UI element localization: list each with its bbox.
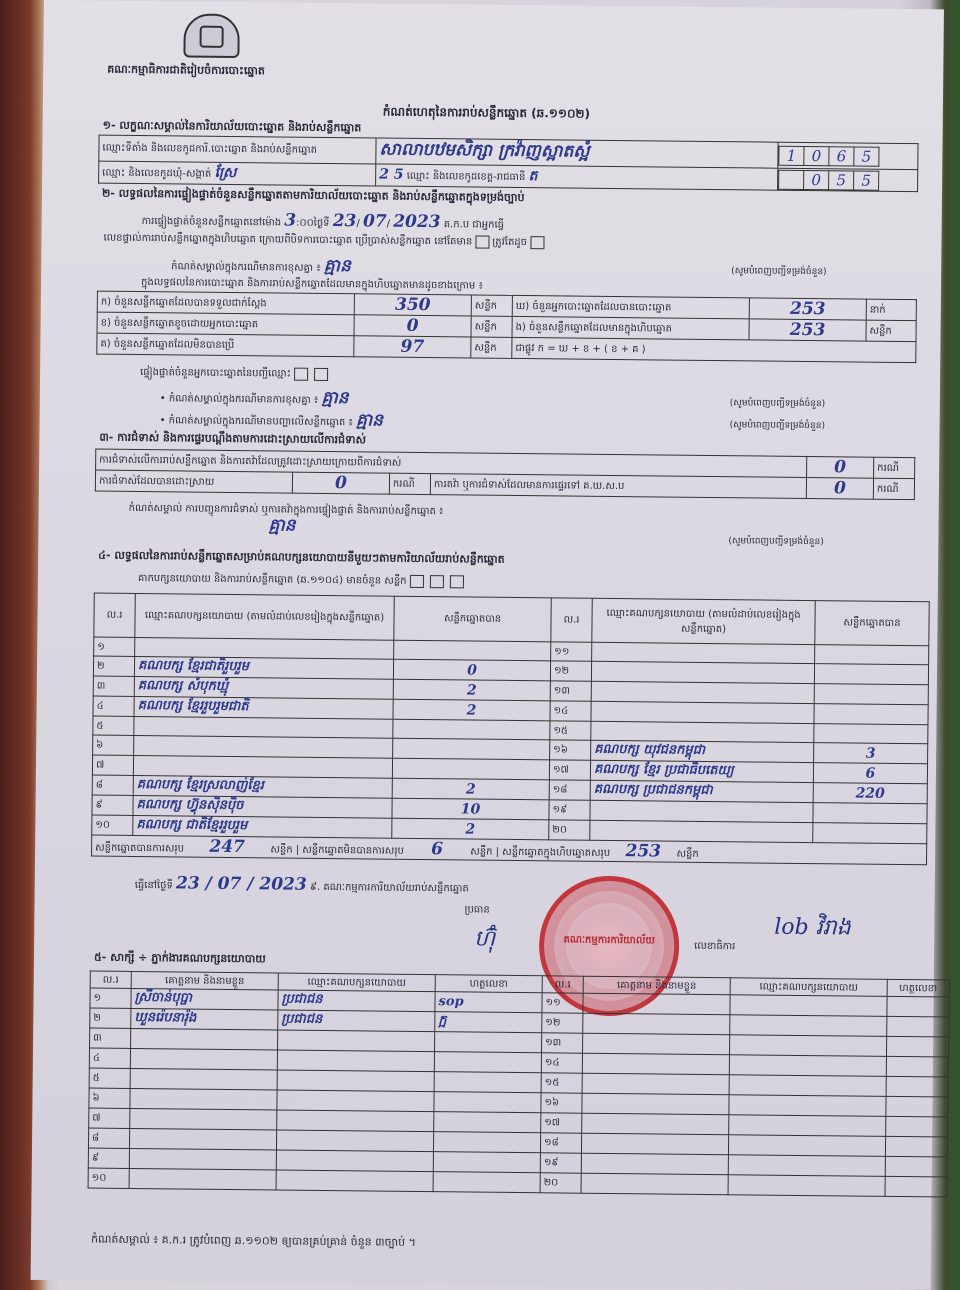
totals-row: សន្លឹកឆ្នោតបានការសរុប 247 សន្លឹក | សន្លឹកឆ្នោតមិនបានការសរុប 6 សន្លឹក | សន្លឹកឆ្នោតក្នុងហិបឆ្នោតសរុប 253 សន្លឹក xyxy=(92,835,927,865)
witness-table xyxy=(88,971,950,1198)
commune-value: ស្រែ xyxy=(214,164,237,182)
row-number: ១៥ xyxy=(550,721,591,740)
row-number: ១៣ xyxy=(550,681,591,701)
row-number: ៩ xyxy=(91,1152,100,1164)
code-digit: 0 xyxy=(804,170,829,189)
col-no-header: ល.រ xyxy=(90,971,131,988)
code-digit: 0 xyxy=(804,146,829,165)
formula-text: ជាផ្លូវ ក = ឃ + ខ + ( ខ + គ ) xyxy=(512,337,916,362)
objections-table xyxy=(95,449,915,501)
row-number: ១០ xyxy=(91,1172,107,1184)
col-name-header: គោត្តនាម និងនាមខ្លួន xyxy=(131,971,278,990)
row-number: ៦ xyxy=(92,1092,100,1104)
unit-label: សន្លឹក xyxy=(471,337,512,358)
row-number: ១០ xyxy=(92,815,133,835)
col-party-header: ឈ្មោះគណបក្សនយោបាយ (តាមលំដាប់លេខរៀងក្នុងសន្លឹកឆ្នោត) xyxy=(135,593,394,640)
unit-label: ករណី xyxy=(873,478,914,499)
row-number: ១១ xyxy=(545,997,561,1009)
row-number: ១៨ xyxy=(549,780,590,800)
party-name: គណបក្ស យុវជនកម្ពុជា xyxy=(594,741,706,758)
code-digit: 5 xyxy=(854,170,879,189)
commune-label: ឈ្មោះ និងលេខកូដឃុំ-សង្កាត់ ស្រែ xyxy=(99,161,376,186)
col-party-header: ឈ្មោះគណបក្សនយោបាយ (តាមលំដាប់លេខរៀងក្នុងសន្លឹកឆ្នោត) xyxy=(592,598,815,644)
objection-transfer-value: 0 xyxy=(833,478,846,499)
row-number: ៤ xyxy=(92,1052,101,1064)
party-votes: 3 xyxy=(865,745,876,762)
row-number: ១៧ xyxy=(544,1117,561,1129)
section1-heading: ១- លក្ខណៈសម្គាល់នៃការិយាល័យបោះឆ្នោត និងរាប់សន្លឹកឆ្នោត xyxy=(102,118,362,135)
objection-row1-label: ការជំទាស់លើការរាប់សន្លឹកឆ្នោត និងការតវ៉ាដែលត្រូវដោះស្រាយក្រោយពីការជំទាស់ xyxy=(96,449,807,477)
party-votes: 2 xyxy=(465,820,476,838)
section3-heading: ៣- ការជំទាស់ និងការផ្ទេរបណ្តឹងតាមការដោះស្រាយលើការជំទាស់ xyxy=(99,430,367,447)
col-party-header: ឈ្មោះគណបក្សនយោបាយ xyxy=(278,973,435,992)
footer-note: កំណត់សម្គាល់ ៖ គ.ក.រ ត្រូវបំពេញ ឆ.១១០២ ឲ្យបានគ្រប់គ្រាន់ ចំនួន ៣ច្បាប់ ។ xyxy=(90,1232,416,1249)
secretary-label: លេខាធិការ xyxy=(694,940,736,953)
verify-year: 2023 xyxy=(393,211,441,233)
chair-label: ប្រធាន xyxy=(464,904,490,916)
party-name: គណបក្ស ខ្មែរ ប្រជាធិបតេយ្យ xyxy=(593,761,734,779)
row-number: ៣ xyxy=(93,676,134,696)
section5-heading: ៥- សាក្សី ÷ ភ្នាក់ងារគណបក្សនយោបាយ xyxy=(93,950,266,966)
col-no-header: ល.រ xyxy=(94,593,135,637)
verify-time-line: ការផ្ទៀងផ្ទាត់ចំនួនសន្លឹកឆ្នោតនៅម៉ោង 3:០០ថ្ងៃទី 23/ 07/ 2023 គ.ក.ប ជាអ្នកធ្វើ xyxy=(141,210,505,233)
unit-label: ករណី xyxy=(389,473,430,494)
code-digit: 5 xyxy=(854,146,879,165)
match-checkbox[interactable] xyxy=(475,235,489,248)
location-label: ឈ្មោះទីតាំង និងលេខកូដការិ.បោះឆ្នោត និងរាប់សន្លឹកឆ្នោត xyxy=(99,135,376,164)
objection-row2-label: ការជំទាស់ដែលបានដោះស្រាយ xyxy=(95,470,292,493)
bullet1-line: • កំណត់សម្គាល់ក្នុងករណីមានការខុសគ្នា ៖ គ្មាន xyxy=(159,387,349,409)
province-label: ឈ្មោះ និងលេខកូដខេត្ត-រាជធានី xyxy=(406,170,526,184)
party-votes: 6 xyxy=(865,765,876,782)
row-number: ៥ xyxy=(93,716,134,735)
section2-heading: ២- លទ្ធផលនៃការផ្ទៀងផ្ទាត់ចំនួនសន្លឹកឆ្នោតតាមការិយាល័យបោះឆ្នោត និងរាប់សន្លឹកឆ្នោតក្នុងទម្រង់ច្បាប់ xyxy=(101,186,525,205)
unused-label: គ) ចំនួនសន្លឹកឆ្នោតដែលមិនបានប្រើ xyxy=(97,333,354,357)
row-number: ១៨ xyxy=(544,1137,559,1149)
objection-note-value: គ្មាន xyxy=(268,515,296,536)
party-votes: 2 xyxy=(466,701,477,719)
province-value: ត xyxy=(528,168,538,185)
chair-signature: ហ៊ុំ xyxy=(474,926,496,952)
row-number: ៧ xyxy=(92,755,133,775)
row-number: ១៩ xyxy=(543,1157,559,1169)
results-intro: ក្នុងលទ្ធផលនៃការបោះឆ្នោត និងការរាប់សន្លឹកឆ្នោតដែលមានក្នុងហិបឆ្នោតមានដូចខាងក្រោម ៖ xyxy=(140,277,483,292)
party-votes: 2 xyxy=(465,780,476,798)
col-sign-header: ហត្ថលេខា xyxy=(435,975,542,993)
party-votes: 220 xyxy=(855,785,885,802)
witness-body xyxy=(88,988,949,1197)
mismatch-checkbox[interactable] xyxy=(530,236,544,249)
sheets-checkbox-1[interactable] xyxy=(409,574,423,587)
ballot-count-form xyxy=(31,0,944,1289)
row-number: ២ xyxy=(93,656,134,676)
voters-value: 253 xyxy=(789,298,826,320)
party-results-body xyxy=(92,637,929,844)
row-number: ១៧ xyxy=(549,760,590,780)
commune-code: 2 5 xyxy=(379,166,404,183)
fill-note: (សូមបំពេញបញ្ជីទម្រង់ចំនួន) xyxy=(729,398,826,410)
verify-day: 23 xyxy=(332,211,357,232)
col-no-header: ល.រ xyxy=(542,976,583,993)
row-number: ៨ xyxy=(92,775,133,795)
row-number: ២០ xyxy=(549,820,590,840)
section1-table xyxy=(98,135,918,193)
unused-value: 97 xyxy=(400,336,425,357)
party-name: គណបក្ស ខ្មែរជាតិរួបរួម xyxy=(137,658,250,675)
row-number: ១ xyxy=(93,992,102,1004)
col-sign-header: ហត្ថលេខា xyxy=(887,979,949,997)
verify-line2: លេខផ្ទាល់ការរាប់សន្លឹកឆ្នោតក្នុងហិបឆ្នោត ក្រោយពីបិទការបោះឆ្នោត ប្រើប្រាស់សន្លឹកឆ្នោត នៅតែមាន ត្រូវតែដូច xyxy=(103,231,547,251)
row-number: ១៩ xyxy=(549,800,590,820)
official-stamp-icon: គណៈកម្មការការិយាល័យ xyxy=(538,875,679,1016)
fill-note: (សូមបំពេញបញ្ជីទម្រង់ចំនួន) xyxy=(729,420,826,432)
list-checkbox-2[interactable] xyxy=(314,367,328,380)
col-votes-header: សន្លឹកឆ្នោតបាន xyxy=(815,601,929,646)
section4-heading: ៤- លទ្ធផលនៃការរាប់សន្លឹកឆ្នោតសម្រាប់គណបក្សនយោបាយនីមួយៗតាមការិយាល័យរាប់សន្លឹកឆ្នោត xyxy=(98,548,505,566)
fill-note: (សូមបំពេញបញ្ជីទម្រង់ចំនួន) xyxy=(728,536,824,548)
unit-label: សន្លឹក xyxy=(471,316,512,337)
voters-label: ឃ) ចំនួនអ្នកបោះឆ្នោតដែលបានបោះឆ្នោត xyxy=(512,295,749,318)
received-label: ក) ចំនួនសន្លឹកឆ្នោតដែលបានទទួលជាក់ស្តែង xyxy=(97,291,354,315)
list-checkbox-1[interactable] xyxy=(294,367,308,380)
sheets-checkbox-2[interactable] xyxy=(429,575,443,588)
row-number: ២ xyxy=(93,1012,101,1024)
code-digit: 6 xyxy=(829,146,854,165)
row-number: ៧ xyxy=(92,1112,101,1124)
row-number: ១៦ xyxy=(544,1097,560,1109)
row-number: ៤ xyxy=(93,696,134,716)
unit-label: សន្លឹក xyxy=(866,320,916,342)
unit-label: ករណី xyxy=(874,457,915,478)
unit-label: នាក់ xyxy=(866,299,916,321)
party-votes: 10 xyxy=(460,800,481,818)
witness-party: ប្រជាជន xyxy=(281,1011,323,1027)
code-digit: 5 xyxy=(829,170,854,189)
row-number: ១១ xyxy=(551,642,592,661)
row-number: ៥ xyxy=(92,1072,100,1084)
diff-note-line: កំណត់សម្គាល់ក្នុងករណីមានការខុសគ្នា ៖ គ្មាន xyxy=(171,255,351,277)
row-number: ១៤ xyxy=(544,1057,560,1069)
row-number: ៩ xyxy=(92,795,133,815)
spoiled-label: ខ) ចំនួនសន្លឹកឆ្នោតខូចដោយអ្នកបោះឆ្នោត xyxy=(97,312,354,336)
fill-note: (សូមបំពេញបញ្ជីទម្រង់ចំនួន) xyxy=(731,266,827,278)
col-votes-header: សន្លឹកឆ្នោតបាន xyxy=(394,596,551,642)
date-line: ធ្វើនៅថ្ងៃទី 23 / 07 / 2023 ៩. គណៈកម្មការការិយាល័យរាប់សន្លឹកឆ្នោត xyxy=(134,873,469,895)
row-number: ១២ xyxy=(545,1017,561,1029)
bullet1-value: គ្មាន xyxy=(321,387,349,409)
secretary-signature: lob វិរាង xyxy=(774,914,851,941)
national-emblem-icon xyxy=(183,13,239,58)
party-votes: 0 xyxy=(467,661,477,679)
counts-table xyxy=(96,291,917,364)
party-name: គណបក្ស ជាតិខ្មែររួបរួម xyxy=(136,817,248,834)
verify-month: 07 xyxy=(362,211,387,232)
party-votes: 2 xyxy=(466,681,477,699)
party-name: គណបក្ស សំបុកឃ្មុំ xyxy=(137,678,229,694)
objection-note-label: កំណត់សម្គាល់ ការបញ្ជូនការជំទាស់ ឬការតវ៉ាក្នុងការផ្ទៀងផ្ទាត់ និងការរាប់សន្លឹកឆ្នោត ៖ xyxy=(128,502,444,518)
unit-label: សន្លឹក xyxy=(471,295,512,316)
voter-list-line: ផ្ទៀងផ្ទាត់ចំនួនអ្នកបោះឆ្នោតនៃបញ្ជីឈ្មោះ xyxy=(140,365,331,382)
row-number: ១ xyxy=(94,637,135,656)
party-name: គណបក្ស ប្រជាជនកម្ពុជា xyxy=(593,781,713,799)
in-box-value: 253 xyxy=(789,319,826,341)
bullet2-line: • កំណត់សម្គាល់ក្នុងករណីមានបញ្ហាលើសន្លឹកឆ្នោត ៖ គ្មាន xyxy=(159,410,384,431)
section4-subline: គាកបក្សនយោបាយ និងការរាប់សន្លឹកឆ្នោត (ឆ.១១០៤) មានចំនួន សន្លឹក xyxy=(138,571,467,589)
code-digit: 1 xyxy=(779,146,804,165)
location-code xyxy=(778,142,918,169)
total-valid-value: 247 xyxy=(209,836,246,858)
location-value: សាលាបឋមសិក្សា ក្រវ៉ាញស្អាតស្អំ xyxy=(379,139,590,162)
row-number: ១៤ xyxy=(550,701,591,721)
row-number: ១៥ xyxy=(544,1077,560,1089)
objection-row2-value: 0 xyxy=(334,473,347,494)
objection-transfer-label: ការតវ៉ា ឬការជំទាស់ដែលមានការផ្ទេរទៅ គ.ឃ.ស.ប xyxy=(430,474,806,499)
diff-note-value: គ្មាន xyxy=(323,255,351,277)
party-name: គណបក្ស ហ៊្វុនស៊ិនប៉ិច xyxy=(136,797,244,814)
party-name: គណបក្ស ខ្មែរស្រលាញ់ខ្មែរ xyxy=(136,777,265,794)
received-value: 350 xyxy=(394,294,431,316)
row-number: ១៦ xyxy=(550,740,591,760)
witness-name: ឃួនរ៉េបនារ៉ុង xyxy=(134,1010,197,1026)
witness-name: ស្រីចាន់បុប្ផា xyxy=(134,990,193,1006)
form-title: កំណត់ហេតុនៃការរាប់សន្លឹកឆ្នោត (ឆ.១១០២) xyxy=(382,104,591,121)
date-value: 23 / 07 / 2023 xyxy=(175,873,307,895)
row-number: ២០ xyxy=(543,1177,559,1189)
objection-row1-value: 0 xyxy=(834,457,847,478)
bullet2-value: គ្មាន xyxy=(355,410,384,431)
witness-signature: sop xyxy=(438,994,464,1010)
spoiled-value: 0 xyxy=(406,315,419,336)
verify-hour: 3 xyxy=(284,210,297,231)
party-results-table xyxy=(91,593,930,866)
row-number: ៦ xyxy=(93,735,134,755)
row-number: ១២ xyxy=(550,661,591,681)
party-name: គណបក្ស ខ្មែររួបរួមជាតិ xyxy=(137,698,249,715)
col-no-header: ល.រ xyxy=(551,598,592,642)
sheets-checkbox-3[interactable] xyxy=(449,575,463,588)
col-party-header: ឈ្មោះគណបក្សនយោបាយ xyxy=(730,978,887,997)
total-box-value: 253 xyxy=(625,841,662,862)
witness-party: ប្រជាជន xyxy=(281,991,323,1007)
total-invalid-value: 6 xyxy=(431,839,444,860)
row-number: ១៣ xyxy=(545,1037,562,1049)
row-number: ៨ xyxy=(92,1132,100,1144)
witness-signature: ក្អ xyxy=(438,1013,447,1029)
org-name: គណៈកម្មាធិការជាតិរៀបចំការបោះឆ្នោត xyxy=(107,62,265,78)
row-number: ៣ xyxy=(93,1032,102,1044)
province-code xyxy=(778,168,918,191)
col-name-header: គោត្តនាម និងនាមខ្លួន xyxy=(583,976,730,995)
in-box-label: ង) ចំនួនសន្លឹកឆ្នោតដែលមានក្នុងហិបឆ្នោត xyxy=(512,316,749,339)
